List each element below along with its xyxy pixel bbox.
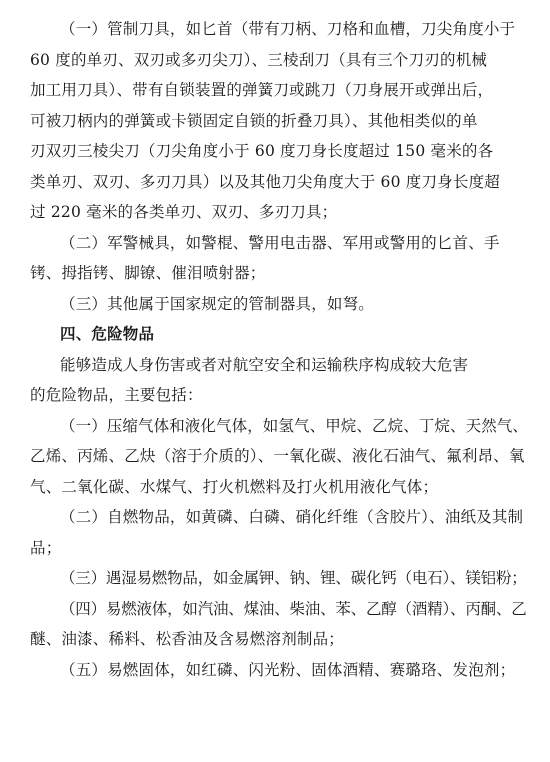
text-line: （一）管制刀具，如匕首（带有刀柄、刀格和血槽，刀尖角度小于 (60, 20, 516, 38)
text-line: 过 220 毫米的各类单刃、双刃、多刃刀具； (30, 203, 338, 221)
text-line: 60 度的单刃、双刃或多刃尖刀）、三棱刮刀（具有三个刀刃的机械 (30, 50, 488, 69)
text-line: （一）压缩气体和液化气体，如氢气、甲烷、乙烷、丁烷、天然气、 (60, 416, 529, 435)
text-line: （三）遇湿易燃物品，如金属钾、钠、锂、碳化钙（电石）、镁铝粉； (60, 569, 527, 587)
text-line: 乙烯、丙烯、乙炔（溶于介质的）、一氧化碳、液化石油气、氟利昂、氧 (30, 447, 525, 465)
text-line: 铐、拇指铐、脚镣、催泪喷射器； (30, 264, 266, 282)
paragraph-dangerous-goods-intro (30, 350, 528, 411)
paragraph-police-equipment (30, 228, 528, 289)
section-heading-dangerous-goods (60, 319, 528, 350)
text-line: 气、二氧化碳、水煤气、打火机燃料及打火机用液化气体； (30, 477, 439, 496)
paragraph-flammable-solids (60, 655, 528, 686)
text-line: 可被刀柄内的弹簧或卡锁固定自锁的折叠刀具）、其他相类似的单 (30, 111, 478, 130)
paragraph-compressed-gases (30, 411, 529, 503)
text-line: 的危险物品，主要包括： (30, 386, 203, 404)
paragraph-spontaneous-combustion (30, 502, 528, 563)
text-line: 能够造成人身伤害或者对航空安全和运输秩序构成较大危害 (60, 355, 469, 374)
text-line: 品； (30, 538, 62, 557)
text-line: 醚、油漆、稀料、松香油及含易燃溶剂制品； (30, 630, 345, 648)
text-line: 类单刃、双刃、多刃刀具）以及其他刀尖角度大于 60 度刀身长度超 (30, 172, 500, 191)
text-line: 刃双刃三棱尖刀（刀尖角度小于 60 度刀身长度超过 150 毫米的各 (30, 142, 494, 160)
section-heading: 四、危险物品 (60, 325, 155, 343)
paragraph-water-reactive (60, 563, 528, 594)
text-line: （二）自燃物品，如黄磷、白磷、硝化纤维（含胶片）、油纸及其制 (60, 508, 524, 526)
paragraph-other-controlled (60, 289, 528, 320)
text-line: （四）易燃液体，如汽油、煤油、柴油、苯、乙醇（酒精）、丙酮、乙 (60, 599, 527, 618)
paragraph-flammable-liquids (30, 594, 528, 655)
text-line: （二）军警械具，如警棍、警用电击器、军用或警用的匕首、手 (60, 233, 500, 252)
text-line: 加工用刀具）、带有自锁装置的弹簧刀或跳刀（刀身展开或弹出后， (30, 81, 494, 99)
paragraph-controlled-knives (30, 14, 528, 228)
text-line: （五）易燃固体，如红磷、闪光粉、固体酒精、赛璐珞、发泡剂； (60, 660, 516, 679)
text-line: （三）其他属于国家规定的管制器具，如弩。 (60, 294, 375, 313)
